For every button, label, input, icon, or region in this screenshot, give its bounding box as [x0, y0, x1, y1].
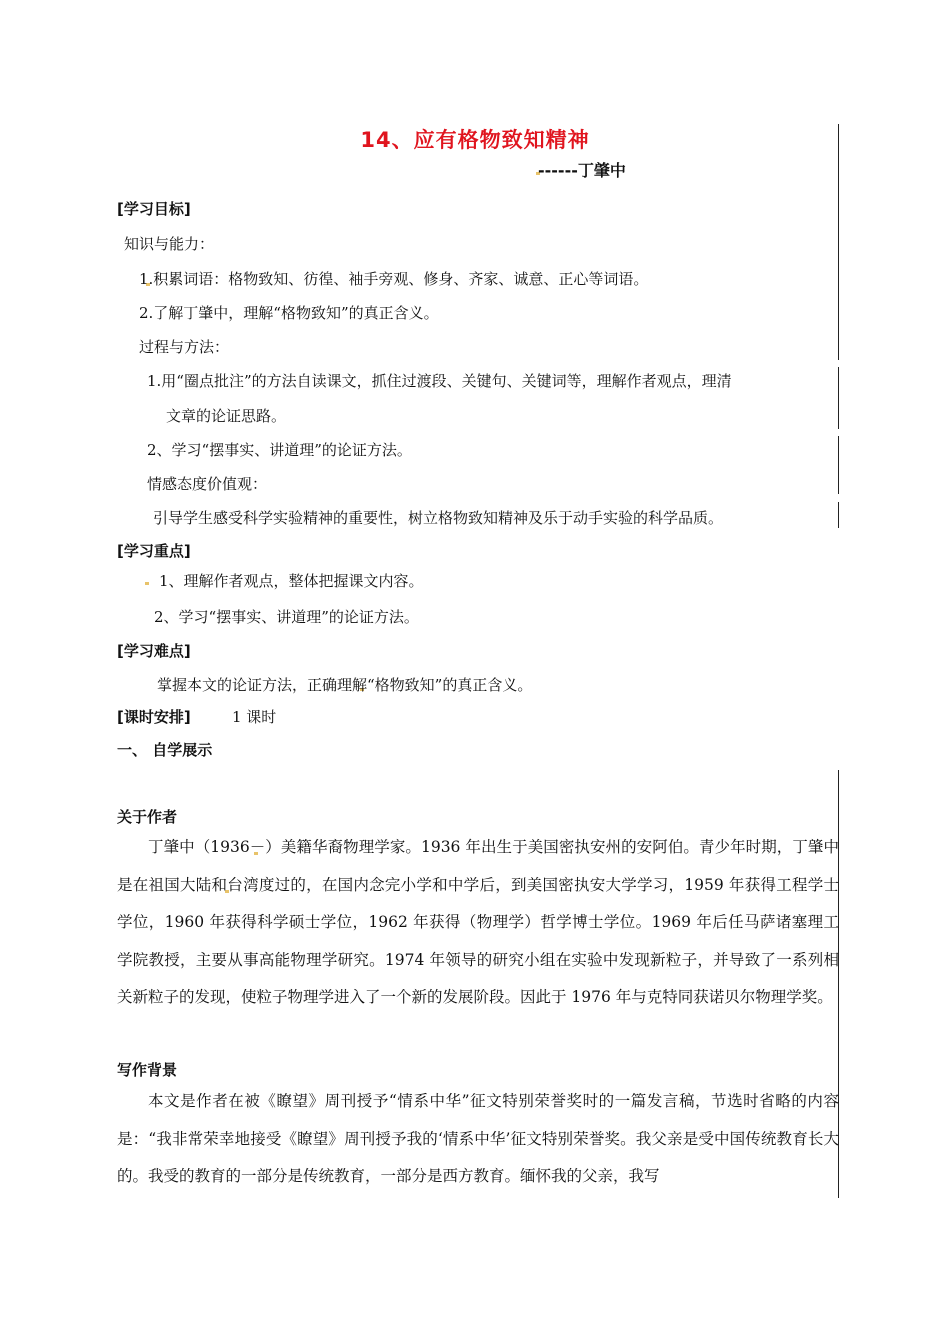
keypoints-heading: [学习重点] — [117, 542, 191, 560]
annotation-mark — [145, 582, 149, 585]
schedule-heading: [课时安排] — [117, 708, 191, 726]
section-heading: 一、 自学展示 — [117, 741, 213, 759]
goal-knowledge-2: 2.了解丁肇中，理解“格物致知”的真正含义。 — [139, 304, 439, 322]
margin-rule — [838, 502, 839, 528]
page-title: 14、应有格物致知精神 — [360, 128, 590, 152]
goal-process-2: 2、学习“摆事实、讲道理”的论证方法。 — [147, 441, 412, 459]
margin-rule — [838, 436, 839, 494]
goal-process-1-cont: 文章的论证思路。 — [166, 407, 287, 425]
knowledge-label: 知识与能力： — [124, 235, 215, 253]
difficulty-1: 掌握本文的论证方法，正确理解“格物致知”的真正含义。 — [157, 676, 533, 694]
goals-heading: [学习目标] — [117, 200, 191, 218]
difficulties-heading: [学习难点] — [117, 642, 191, 660]
goal-process-1: 1.用“圈点批注”的方法自读课文，抓住过渡段、关键句、关键词等，理解作者观点，理清 — [147, 372, 732, 390]
goal-knowledge-1: 1.积累词语：格物致知、彷徨、袖手旁观、修身、齐家、诚意、正心等词语。 — [139, 270, 649, 288]
process-label: 过程与方法： — [139, 338, 230, 356]
author-line: ------丁肇中 — [538, 161, 626, 180]
about-author-heading: 关于作者 — [117, 808, 178, 826]
schedule-value: 1 课时 — [232, 708, 277, 726]
keypoint-2: 2、学习“摆事实、讲道理”的论证方法。 — [154, 608, 419, 626]
margin-rule — [838, 124, 839, 360]
background-text: 本文是作者在被《瞭望》周刊授予“情系中华”征文特别荣誉奖时的一篇发言稿，节选时省略的内容是：“我非常荣幸地接受《瞭望》周刊授予我的‘情系中华’征文特别荣誉奖。我父亲是受中国传统教育长大的。我受的教育的一部分是传统教育，一部分是西方教育。缅怀我的父亲，我写 — [117, 1092, 839, 1186]
emotion-label: 情感态度价值观： — [147, 475, 268, 493]
background-heading: 写作背景 — [117, 1061, 178, 1079]
goal-emotion-1: 引导学生感受科学实验精神的重要性，树立格物致知精神及乐于动手实验的科学品质。 — [153, 509, 724, 527]
keypoint-1: 1、理解作者观点，整体把握课文内容。 — [159, 572, 424, 590]
about-author-text: 丁肇中（1936－）美籍华裔物理学家。1936 年出生于美国密执安州的安阿伯。青少年时期，丁肇中是在祖国大陆和台湾度过的，在国内念完小学和中学后，到美国密执安大学学习，1959 年获得工程学士学位，1960 年获得科学硕士学位，1962 年获得（物理学）哲学博士学位。1969 年后任马萨诸塞理工学院教授，主要从事高能物理学研究。1974 年领导的研究小组在实验中发现新粒子，并导致了一系列相关新粒子的发现，使粒子物理学进入了一个新的发展阶段。因此于 1976 年与克特同获诺贝尔物理学奖。 — [117, 838, 839, 1007]
margin-rule — [838, 367, 839, 429]
